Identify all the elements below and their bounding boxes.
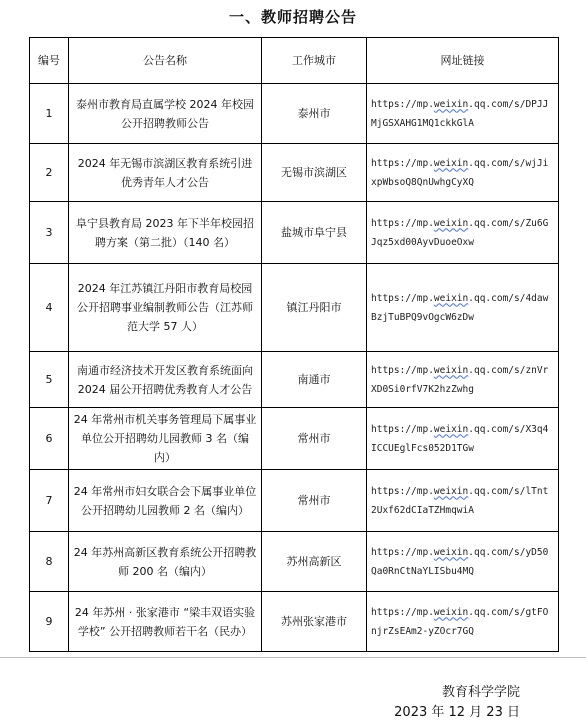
url-suffix: .qq.com/s/Zu6GJqz5xd00AyvDuoeOxw	[371, 217, 549, 248]
url-domain: weixin	[433, 423, 469, 435]
table-row	[30, 470, 559, 532]
table-row	[30, 144, 559, 202]
work-city: 盐城市阜宁县	[262, 202, 367, 264]
notice-link[interactable]	[371, 486, 548, 516]
url-prefix: https://mp.	[371, 98, 434, 110]
url-prefix: https://mp.	[371, 364, 434, 376]
row-number: 9	[30, 592, 69, 652]
row-number: 8	[30, 532, 69, 592]
notice-title: 2024 年江苏镇江丹阳市教育局校园公开招聘事业编制教师公告（江苏师范大学 57 人）	[69, 264, 262, 352]
url-prefix: https://mp.	[371, 292, 434, 304]
url-domain: weixin	[433, 606, 469, 618]
notice-link[interactable]	[371, 293, 548, 323]
work-city: 无锡市滨湖区	[262, 144, 367, 202]
table-row	[30, 592, 559, 652]
url-domain: weixin	[433, 217, 469, 229]
notice-link[interactable]	[371, 547, 548, 577]
work-city: 南通市	[262, 352, 367, 408]
notice-link[interactable]	[371, 99, 548, 129]
url-suffix: .qq.com/s/yD50Qa0RnCtNaYLISbu4MQ	[371, 546, 549, 577]
header-number: 编号	[30, 38, 69, 84]
notice-title: 24 年常州市机关事务管理局下属事业单位公开招聘幼儿园教师 3 名（编内）	[69, 408, 262, 470]
row-number: 5	[30, 352, 69, 408]
work-city: 泰州市	[262, 84, 367, 144]
url-suffix: .qq.com/s/X3q4ICCUEglFcs052D1TGw	[371, 423, 549, 454]
url-domain: weixin	[433, 98, 469, 110]
url-prefix: https://mp.	[371, 606, 434, 618]
table-row	[30, 202, 559, 264]
notice-title: 泰州市教育局直属学校 2024 年校园公开招聘教师公告	[69, 84, 262, 144]
row-number: 2	[30, 144, 69, 202]
url-suffix: .qq.com/s/znVrXD0Si0rfV7K2hzZwhg	[371, 364, 549, 395]
url-suffix: .qq.com/s/lTnt2Uxf62dCIaTZHmqwiA	[371, 485, 549, 516]
url-domain: weixin	[433, 546, 469, 558]
url-cell	[367, 532, 559, 592]
row-number: 6	[30, 408, 69, 470]
row-number: 7	[30, 470, 69, 532]
notice-link[interactable]	[371, 424, 548, 454]
notice-title: 24 年苏州高新区教育系统公开招聘教师 200 名（编内）	[69, 532, 262, 592]
url-domain: weixin	[433, 157, 469, 169]
table-row	[30, 408, 559, 470]
header-url: 网址链接	[367, 38, 559, 84]
work-city: 常州市	[262, 408, 367, 470]
url-prefix: https://mp.	[371, 157, 434, 169]
notice-title: 阜宁县教育局 2023 年下半年校园招聘方案（第二批）（140 名）	[69, 202, 262, 264]
notice-title: 2024 年无锡市滨湖区教育系统引进优秀青年人才公告	[69, 144, 262, 202]
page-divider	[0, 657, 586, 658]
url-suffix: .qq.com/s/wjJixpWbsoQ8QnUwhgCyXQ	[371, 157, 549, 188]
notice-title: 24 年苏州 · 张家港市 “梁丰双语实验学校” 公开招聘教师若干名（民办）	[69, 592, 262, 652]
header-title: 公告名称	[69, 38, 262, 84]
table-row	[30, 84, 559, 144]
url-domain: weixin	[433, 292, 469, 304]
notice-link[interactable]	[371, 365, 548, 395]
url-suffix: .qq.com/s/DPJJMjGSXAHG1MQ1ckkGlA	[371, 98, 549, 129]
url-suffix: .qq.com/s/4dawBzjTuBPQ9vOgcW6zDw	[371, 292, 549, 323]
url-domain: weixin	[433, 485, 469, 497]
url-cell	[367, 264, 559, 352]
row-number: 3	[30, 202, 69, 264]
url-cell	[367, 84, 559, 144]
notice-link[interactable]	[371, 158, 548, 188]
url-prefix: https://mp.	[371, 217, 434, 229]
url-suffix: .qq.com/s/gtFOnjrZsEAm2-yZOcr7GQ	[371, 606, 549, 637]
work-city: 苏州高新区	[262, 532, 367, 592]
notice-link[interactable]	[371, 607, 548, 637]
work-city: 镇江丹阳市	[262, 264, 367, 352]
notice-title: 24 年常州市妇女联合会下属事业单位公开招聘幼儿园教师 2 名（编内）	[69, 470, 262, 532]
table-row	[30, 264, 559, 352]
notice-link[interactable]	[371, 218, 548, 248]
url-cell	[367, 408, 559, 470]
header-city: 工作城市	[262, 38, 367, 84]
table-header-row	[30, 38, 559, 84]
url-prefix: https://mp.	[371, 423, 434, 435]
url-prefix: https://mp.	[371, 546, 434, 558]
url-cell	[367, 592, 559, 652]
url-domain: weixin	[433, 364, 469, 376]
notice-table	[29, 37, 559, 652]
table-row	[30, 532, 559, 592]
signature-org: 教育科学学院	[441, 685, 520, 700]
url-prefix: https://mp.	[371, 485, 434, 497]
signature-block	[394, 683, 520, 723]
signature-date: 2023 年 12 月 23 日	[394, 705, 520, 720]
page-title: 一、教师招聘公告	[228, 8, 357, 26]
work-city: 常州市	[262, 470, 367, 532]
url-cell	[367, 144, 559, 202]
url-cell	[367, 470, 559, 532]
row-number: 4	[30, 264, 69, 352]
row-number: 1	[30, 84, 69, 144]
notice-title: 南通市经济技术开发区教育系统面向 2024 届公开招聘优秀教育人才公告	[69, 352, 262, 408]
url-cell	[367, 352, 559, 408]
url-cell	[367, 202, 559, 264]
work-city: 苏州张家港市	[262, 592, 367, 652]
table-row	[30, 352, 559, 408]
